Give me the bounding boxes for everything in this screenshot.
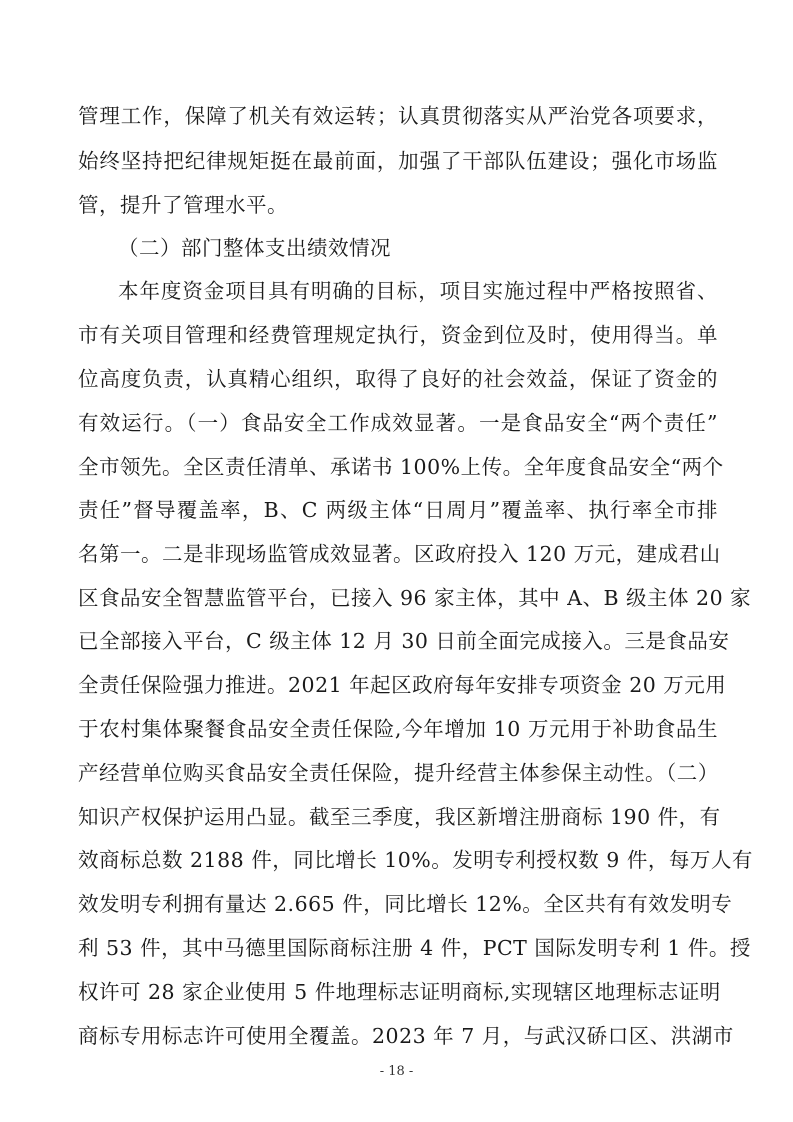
body-line: 位高度负责，认真精心组织，取得了良好的社会效益，保证了资金的 bbox=[78, 367, 718, 391]
body-line: 利 53 件，其中马德里国际商标注册 4 件，PCT 国际发明专利 1 件。授 bbox=[78, 936, 751, 960]
body-line: 权许可 28 家企业使用 5 件地理标志证明商标,实现辖区地理标志证明 bbox=[78, 980, 721, 1004]
body-line: 区食品安全智慧监管平台，已接入 96 家主体，其中 A、B 级主体 20 家 bbox=[78, 586, 752, 610]
section-heading: （二）部门整体支出绩效情况 bbox=[118, 236, 391, 260]
body-line: 管理工作，保障了机关有效运转；认真贯彻落实从严治党各项要求， bbox=[78, 104, 718, 128]
body-line: 全市领先。全区责任清单、承诺书 100%上传。全年度食品安全“两个 bbox=[78, 455, 724, 479]
body-line: 名第一。二是非现场监管成效显著。区政府投入 120 万元，建成君山 bbox=[78, 542, 721, 566]
body-line: 已全部接入平台，C 级主体 12 月 30 日前全面完成接入。三是食品安 bbox=[78, 629, 730, 653]
body-line: 产经营单位购买食品安全责任保险，提升经营主体参保主动性。（二） bbox=[78, 761, 719, 785]
body-line: 始终坚持把纪律规矩挺在最前面，加强了干部队伍建设；强化市场监 bbox=[78, 149, 718, 173]
paragraph-first-line: 本年度资金项目具有明确的目标，项目实施过程中严格按照省、 bbox=[118, 279, 718, 303]
body-line: 效商标总数 2188 件，同比增长 10%。发明专利授权数 9 件，每万人有 bbox=[78, 848, 753, 872]
body-line: 于农村集体聚餐食品安全责任保险,今年增加 10 万元用于补助食品生 bbox=[78, 717, 718, 741]
body-line: 全责任保险强力推进。2021 年起区政府每年安排专项资金 20 万元用 bbox=[78, 673, 727, 697]
body-line: 效发明专利拥有量达 2.665 件，同比增长 12%。全区共有有效发明专 bbox=[78, 892, 733, 916]
body-line: 商标专用标志许可使用全覆盖。2023 年 7 月，与武汉硚口区、洪湖市 bbox=[78, 1024, 734, 1048]
body-line: 有效运行。（一）食品安全工作成效显著。一是食品安全“两个责任” bbox=[78, 411, 718, 435]
page-number: - 18 - bbox=[379, 1064, 414, 1079]
body-line: 市有关项目管理和经费管理规定执行，资金到位及时，使用得当。单 bbox=[78, 323, 718, 347]
body-line: 责任”督导覆盖率，B、C 两级主体“日周月”覆盖率、执行率全市排 bbox=[78, 498, 718, 522]
body-line: 知识产权保护运用凸显。截至三季度，我区新增注册商标 190 件，有 bbox=[78, 805, 721, 829]
body-line: 管，提升了管理水平。 bbox=[78, 193, 288, 217]
